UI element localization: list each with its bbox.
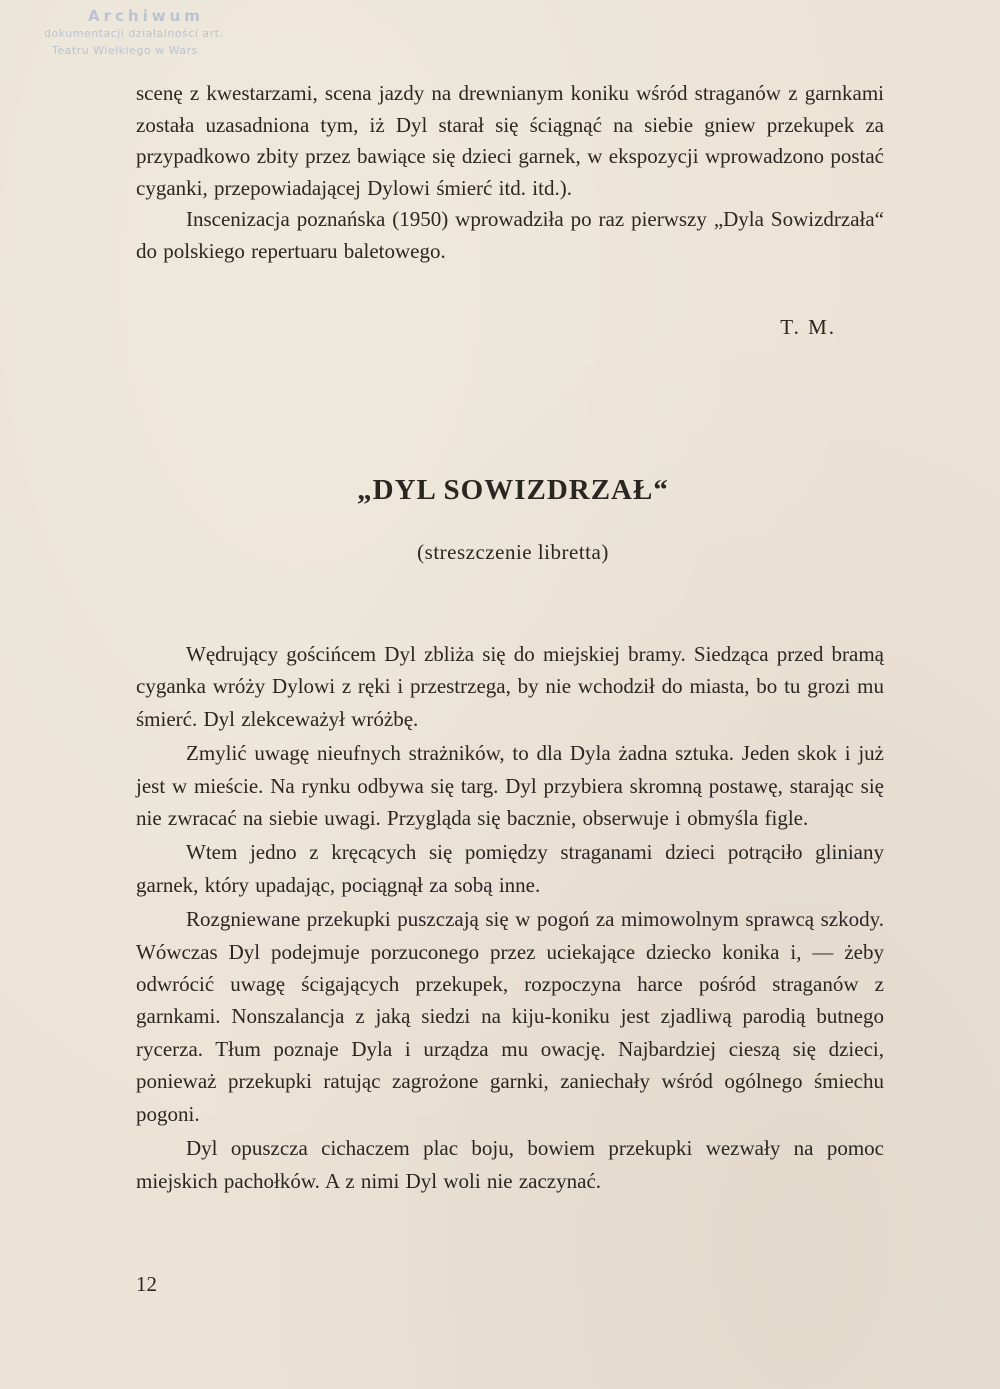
section-title: „DYL SOWIZDRZAŁ“ — [357, 474, 669, 506]
page-number: 12 — [136, 1272, 157, 1296]
archive-stamp — [44, 8, 284, 59]
story-paragraph-1: Wędrujący gościńcem Dyl zbliża się do miejskiej bramy. Siedząca przed bramą cyganka wróży Dylowi z ręki i przestrzega, by nie wchodził do miasta, bo tu grozi mu śmierć. Dyl zlekceważył wróżbę. — [136, 642, 884, 731]
author-signature: T. M. — [780, 315, 836, 339]
intro-line: z garnkami została uzasadniona tym, iż Dyl starał się ściągnąć na siebie — [136, 81, 885, 137]
story-paragraph-5: Dyl opuszcza cichaczem plac boju, bowiem przekupki wezwały na pomoc miejskich pachołków. A z nimi Dyl woli nie zaczynać. — [136, 1136, 884, 1193]
stamp-line-3: Teatru Wielkiego w Wars — [52, 44, 198, 57]
section-subtitle: (streszczenie libretta) — [417, 540, 609, 564]
intro-paragraph-2: Inscenizacja poznańska (1950) wprowadziła po raz pierwszy „Dyla Sowizdrzała“ do polskiego repertuaru baletowego. — [136, 207, 884, 263]
stamp-line-1: Archiwum — [88, 7, 204, 25]
intro-line: w ekspozycji wprowadzono postać cyganki, przepowiadającej Dylowi śmierć — [136, 144, 884, 200]
intro-line: scenę z kwestarzami, scena jazdy na drewnianym koniku wśród straganów — [136, 81, 781, 105]
stamp-line-2: dokumentacji działalności art. — [44, 27, 224, 40]
intro-paragraph-1 — [136, 78, 884, 204]
story-paragraph-2: Zmylić uwagę nieufnych strażników, to dla Dyla żadna sztuka. Jeden skok i już jest w mieście. Na rynku odbywa się targ. Dyl przybiera skromną postawę, starając się nie zwracać na siebie uwagi. Przygląda się bacznie, obserwuje i obmyśla figle. — [136, 741, 884, 831]
story-paragraph-3: Wtem jedno z kręcących się pomiędzy straganami dzieci potrąciło gliniany garnek, który upadając, pociągnął za sobą inne. — [136, 840, 884, 897]
libretto-summary — [136, 638, 884, 1199]
intro-line: gniew przekupek za przypadkowo zbity przez bawiące się dzieci garnek, — [136, 112, 885, 168]
story-paragraph-4: Rozgniewane przekupki puszczają się w pogoń za mimowolnym sprawcą szkody. Wówczas Dyl podejmuje porzuconego przez uciekające dziecko konika i, — żeby odwrócić uwagę ścigających przekupek, rozpoczyna harce pośród straganów z garnkami. Nonszalancja z jaką siedzi na kiju-koniku jest zjadliwą parodią butnego rycerza. Tłum poznaje Dyla i urządza mu owację. Najbardziej cieszą się dzieci, ponieważ przekupki ratując zagrożone garnki, zaniechały wśród ogólnego śmiechu pogoni. — [136, 907, 884, 1126]
intro-section — [136, 78, 884, 267]
intro-line: itd. itd.). — [498, 175, 572, 200]
